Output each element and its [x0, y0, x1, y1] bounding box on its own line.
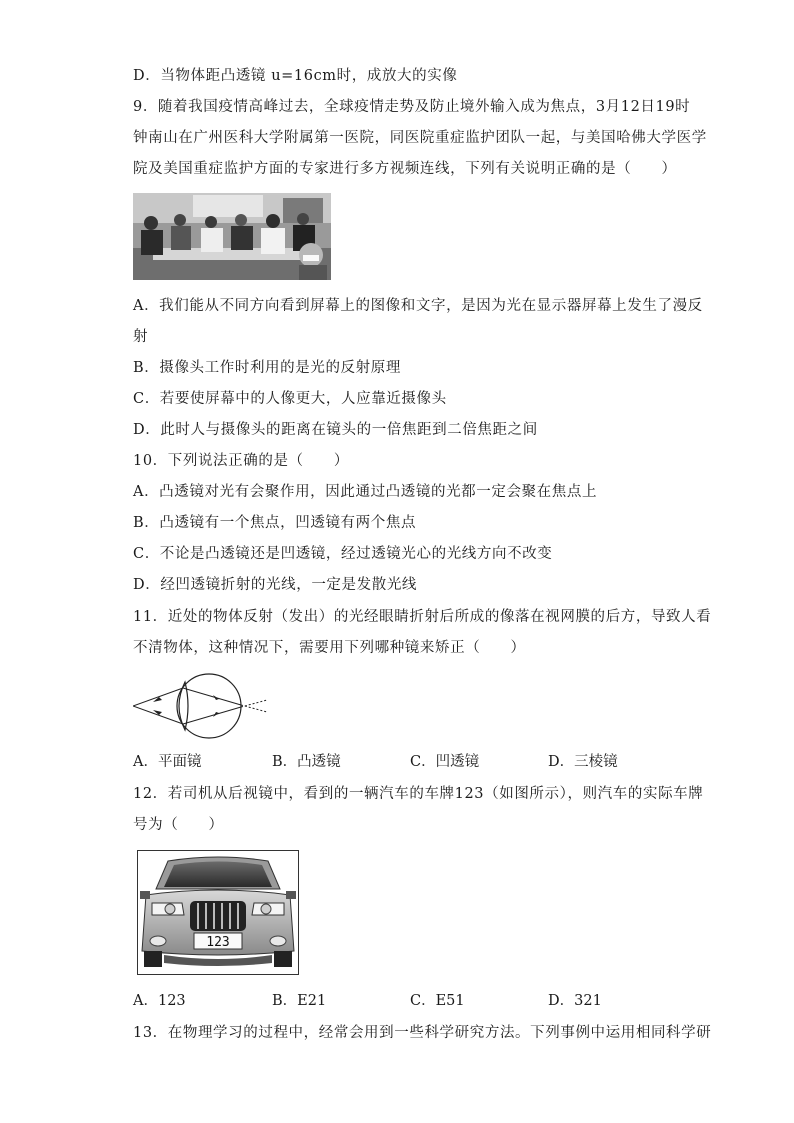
- q13-stem-line-1: 13．在物理学习的过程中，经常会用到一些科学研究方法。下列事例中运用相同科学研: [133, 1025, 712, 1041]
- q9-option-b: B．摄像头工作时利用的是光的反射原理: [133, 360, 401, 376]
- q10-option-a: A．凸透镜对光有会聚作用，因此通过凸透镜的光都一定会聚在焦点上: [133, 484, 598, 500]
- q9-stem-line-1: 9．随着我国疫情高峰过去，全球疫情走势及防止境外输入成为焦点，3月12日19时: [133, 99, 691, 115]
- q10-stem: 10．下列说法正确的是（ ）: [133, 453, 349, 469]
- q11-stem-line-1: 11．近处的物体反射（发出）的光经眼睛折射后所成的像落在视网膜的后方，导致人看: [133, 609, 712, 625]
- q10-option-c: C．不论是凸透镜还是凹透镜，经过透镜光心的光线方向不改变: [133, 546, 553, 562]
- q12-option-d: D．321: [548, 993, 602, 1009]
- q9-option-c: C．若要使屏幕中的人像更大，人应靠近摄像头: [133, 391, 447, 407]
- car-front-image: [137, 850, 299, 975]
- eye-diagram: [133, 668, 273, 744]
- license-plate-text: 123: [206, 935, 230, 950]
- q12-stem-line-1: 12．若司机从后视镜中，看到的一辆汽车的车牌123（如图所示），则汽车的实际车牌: [133, 786, 704, 802]
- q12-option-b: B．E21: [272, 993, 327, 1009]
- q11-option-c: C．凹透镜: [410, 754, 480, 770]
- q11-option-b: B．凸透镜: [272, 754, 341, 770]
- q8-option-d: D．当物体距凸透镜 u=16cm时，成放大的实像: [133, 68, 458, 84]
- q11-stem-line-2: 不清物体，这种情况下，需要用下列哪种镜来矫正（ ）: [133, 640, 526, 656]
- q9-option-d: D．此时人与摄像头的距离在镜头的一倍焦距到二倍焦距之间: [133, 422, 538, 438]
- q9-stem-line-3: 院及美国重症监护方面的专家进行多方视频连线，下列有关说明正确的是（ ）: [133, 161, 677, 177]
- q10-option-b: B．凸透镜有一个焦点，凹透镜有两个焦点: [133, 515, 417, 531]
- q12-option-a: A．123: [133, 993, 186, 1009]
- q11-option-d: D．三棱镜: [548, 754, 618, 770]
- q9-option-a-line-2: 射: [133, 329, 149, 345]
- q11-option-a: A．平面镜: [133, 754, 202, 770]
- q9-stem-line-2: 钟南山在广州医科大学附属第一医院，同医院重症监护团队一起，与美国哈佛大学医学: [133, 130, 707, 146]
- q12-stem-line-2: 号为（ ）: [133, 817, 224, 833]
- q9-option-a-line-1: A．我们能从不同方向看到屏幕上的图像和文字，是因为光在显示器屏幕上发生了漫反: [133, 298, 703, 314]
- q10-option-d: D．经凹透镜折射的光线，一定是发散光线: [133, 577, 418, 593]
- video-conference-photo: [133, 193, 331, 280]
- q12-option-c: C．E51: [410, 993, 465, 1009]
